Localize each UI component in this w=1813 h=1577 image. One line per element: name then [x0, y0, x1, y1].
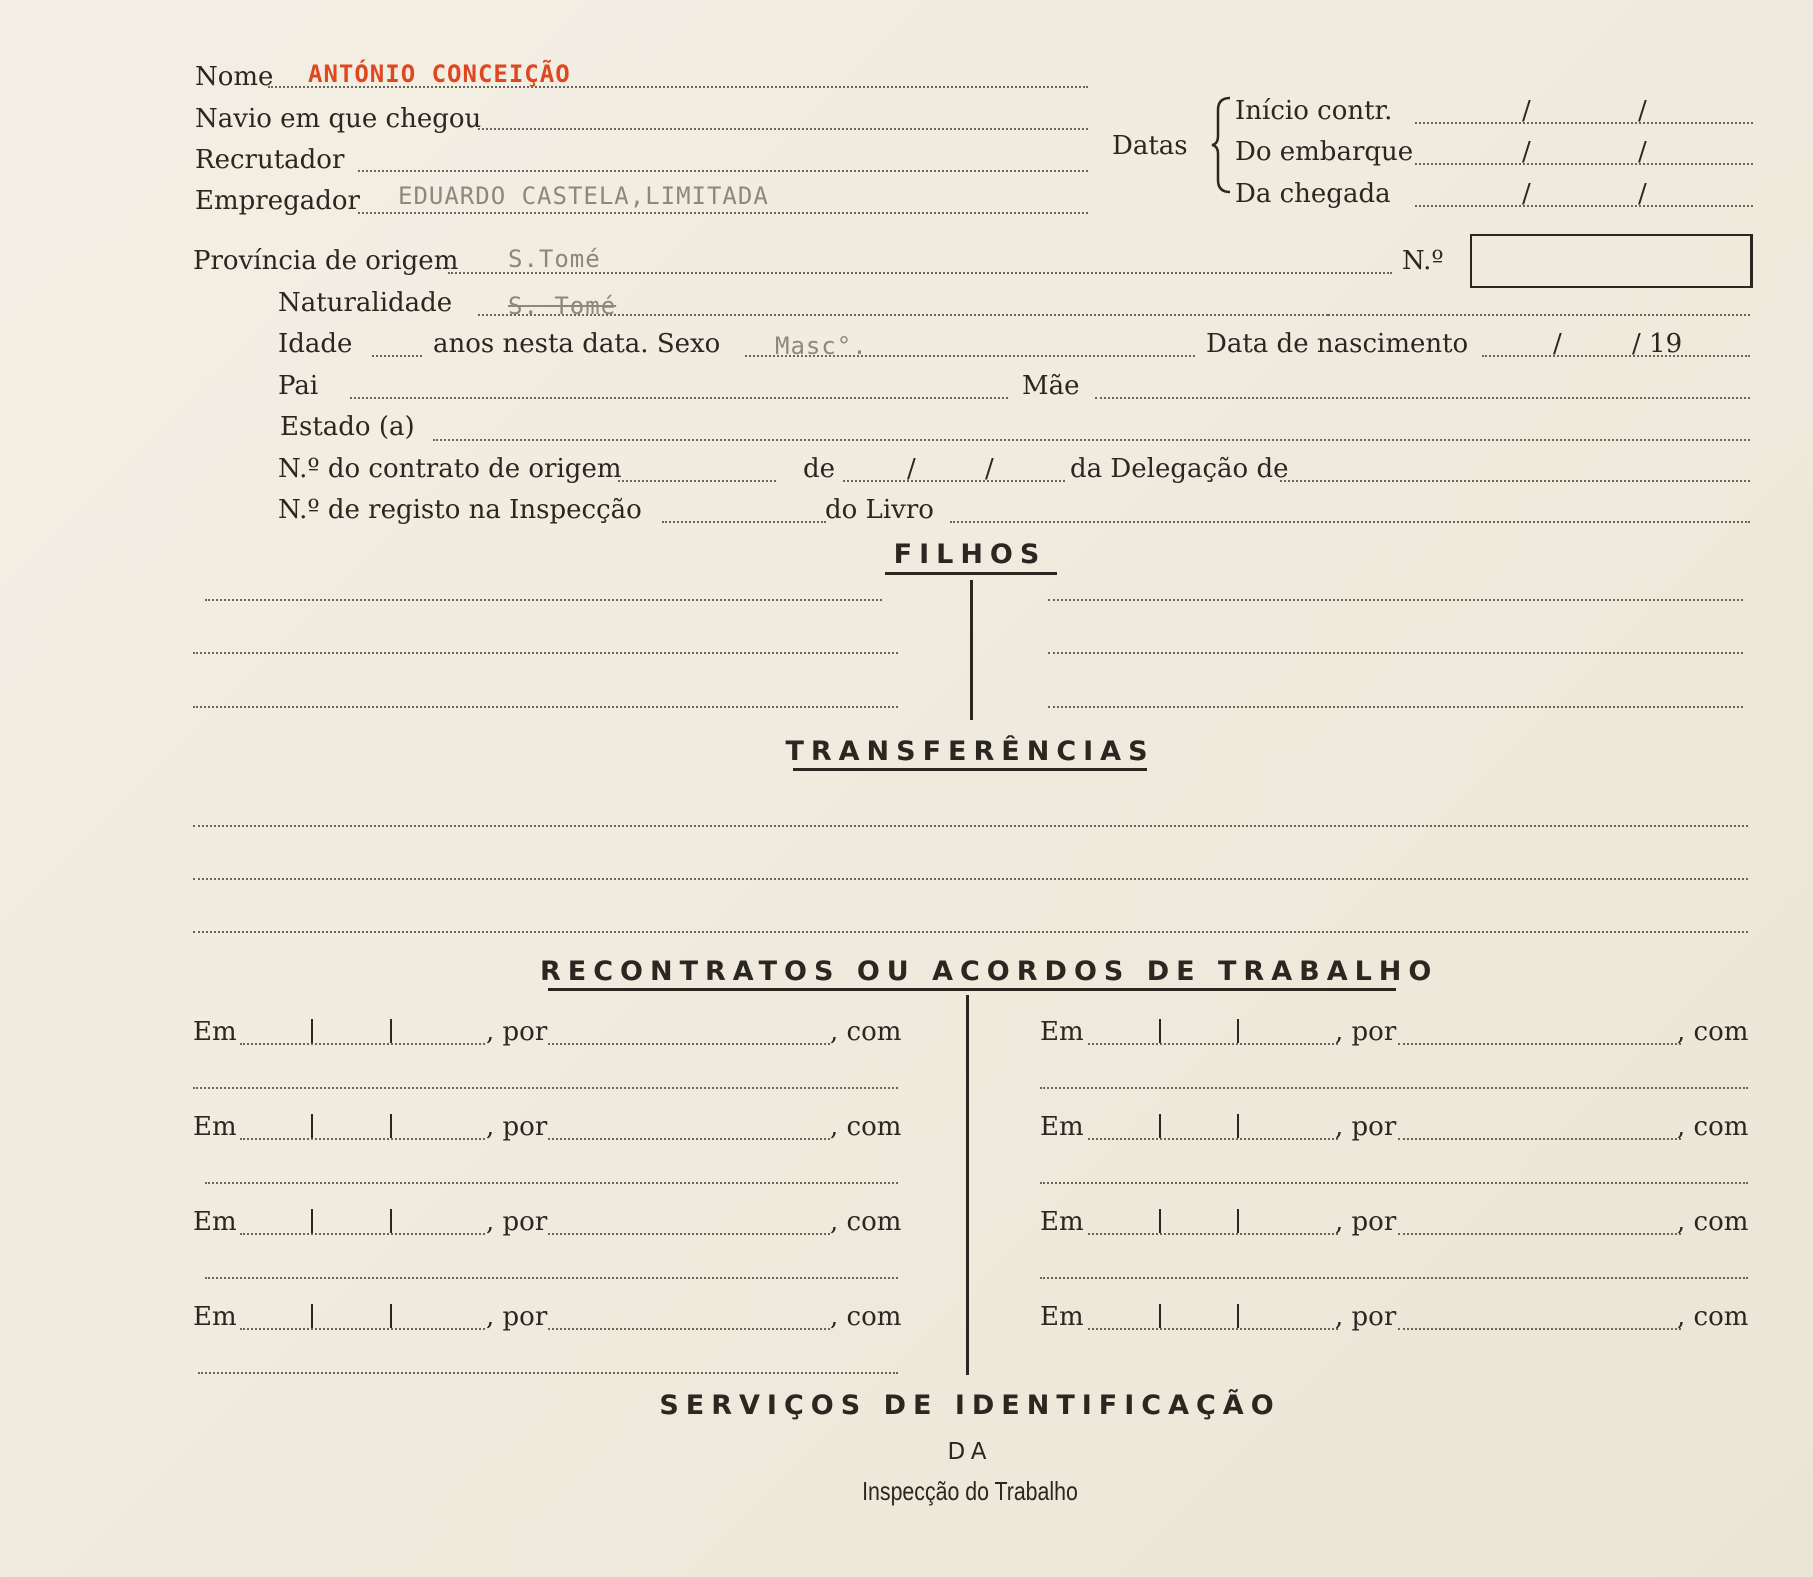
nascimento-slash: / [1553, 329, 1562, 359]
com-label: , com [1677, 1302, 1749, 1332]
date-separator [1237, 1304, 1239, 1328]
em-date-field[interactable] [240, 1233, 485, 1235]
footer-inspeccao: Inspecção do Trabalho [862, 1476, 1078, 1506]
livro-label: do Livro [825, 495, 934, 525]
date-separator [1159, 1114, 1161, 1138]
nome-label: Nome [195, 62, 274, 92]
navio-label: Navio em que chegou [195, 104, 482, 134]
recontratos-heading: RECONTRATOS OU ACORDOS DE TRABALHO [540, 956, 1439, 987]
transferencias-line-2[interactable] [193, 878, 1748, 880]
em-date-field[interactable] [240, 1328, 485, 1330]
empregador-label: Empregador [195, 186, 360, 216]
date-separator [1159, 1019, 1161, 1043]
navio-field[interactable] [478, 128, 1088, 130]
date-separator [311, 1304, 313, 1328]
contrato-label: N.º do contrato de origem [278, 454, 622, 484]
com-label: , com [830, 1112, 902, 1142]
mae-field[interactable] [1095, 397, 1750, 399]
em-label: Em [193, 1017, 237, 1047]
em-label: Em [193, 1112, 237, 1142]
datas-label: Datas [1112, 131, 1188, 161]
filhos-heading: FILHOS [893, 539, 1047, 570]
nascimento-year: / 19 [1632, 329, 1683, 359]
por-label: , por [486, 1302, 548, 1332]
por-label: , por [486, 1017, 548, 1047]
date-separator [390, 1209, 392, 1233]
embarque-slash-1: / [1522, 137, 1531, 167]
brace-icon [1210, 96, 1234, 194]
contrato-slash-2: / [985, 454, 994, 484]
com-field[interactable] [198, 1372, 898, 1374]
date-separator [390, 1304, 392, 1328]
inicio-slash-2: / [1638, 96, 1647, 126]
contrato-slash-1: / [907, 454, 916, 484]
por-field[interactable] [548, 1138, 830, 1140]
com-label: , com [830, 1302, 902, 1332]
transferencias-line-1[interactable] [193, 825, 1748, 827]
sexo-value: Masc°. [775, 332, 868, 360]
em-date-field[interactable] [1088, 1043, 1338, 1045]
filhos-line-left-3[interactable] [193, 706, 898, 708]
estado-label: Estado (a) [280, 412, 415, 442]
date-separator [1159, 1209, 1161, 1233]
provincia-label: Província de origem [193, 246, 459, 276]
delegacao-field[interactable] [1280, 480, 1750, 482]
empregador-field[interactable] [358, 212, 1088, 214]
com-field[interactable] [205, 1277, 898, 1279]
nascimento-label: Data de nascimento [1206, 329, 1469, 359]
em-label: Em [1040, 1302, 1084, 1332]
por-field[interactable] [1398, 1328, 1681, 1330]
registo-field[interactable] [662, 521, 826, 523]
contrato-de-label: de [803, 454, 836, 484]
numero-box[interactable] [1470, 234, 1753, 288]
delegacao-label: da Delegação de [1070, 454, 1289, 484]
em-date-field[interactable] [1088, 1138, 1338, 1140]
com-label: , com [1677, 1112, 1749, 1142]
chegada-slash-1: / [1522, 179, 1531, 209]
date-separator [311, 1114, 313, 1138]
com-label: , com [830, 1017, 902, 1047]
chegada-field[interactable] [1415, 205, 1753, 207]
date-separator [390, 1019, 392, 1043]
em-label: Em [1040, 1112, 1084, 1142]
date-separator [311, 1209, 313, 1233]
por-field[interactable] [548, 1328, 830, 1330]
chegada-slash-2: / [1638, 179, 1647, 209]
estado-field[interactable] [433, 439, 1750, 441]
idade-label: Idade [278, 329, 353, 359]
em-date-field[interactable] [1088, 1328, 1338, 1330]
em-date-field[interactable] [1088, 1233, 1338, 1235]
numero-label: N.º [1402, 246, 1444, 276]
recrutador-label: Recrutador [195, 145, 345, 175]
com-field[interactable] [1040, 1277, 1748, 1279]
por-field[interactable] [1398, 1043, 1681, 1045]
pai-field[interactable] [350, 397, 1008, 399]
transferencias-line-3[interactable] [193, 931, 1748, 933]
filhos-line-right-3[interactable] [1048, 706, 1743, 708]
por-field[interactable] [548, 1233, 830, 1235]
embarque-field[interactable] [1415, 163, 1753, 165]
mae-label: Mãe [1022, 371, 1080, 401]
provincia-value: S.Tomé [508, 245, 601, 273]
contrato-date-field[interactable] [843, 480, 1065, 482]
com-label: , com [1677, 1017, 1749, 1047]
com-label: , com [1677, 1207, 1749, 1237]
por-field[interactable] [1398, 1138, 1681, 1140]
chegada-label: Da chegada [1235, 179, 1391, 209]
com-field[interactable] [1040, 1182, 1748, 1184]
nome-value: ANTÓNIO CONCEIÇÃO [308, 60, 571, 88]
por-field[interactable] [548, 1043, 830, 1045]
livro-field[interactable] [950, 521, 1750, 523]
date-separator [1237, 1019, 1239, 1043]
filhos-line-left-1[interactable] [205, 599, 882, 601]
em-label: Em [193, 1302, 237, 1332]
por-field[interactable] [1398, 1233, 1681, 1235]
empregador-value: EDUARDO CASTELA,LIMITADA [398, 182, 769, 210]
transferencias-heading: TRANSFERÊNCIAS [785, 736, 1155, 767]
em-date-field[interactable] [240, 1043, 485, 1045]
em-label: Em [1040, 1207, 1084, 1237]
date-separator [311, 1019, 313, 1043]
date-separator [1237, 1114, 1239, 1138]
date-separator [1159, 1304, 1161, 1328]
por-label: , por [1335, 1017, 1397, 1047]
footer-servicos: SERVIÇOS DE IDENTIFICAÇÃO [659, 1390, 1281, 1421]
por-label: , por [1335, 1302, 1397, 1332]
filhos-line-left-2[interactable] [193, 652, 898, 654]
inicio-contr-label: Início contr. [1235, 96, 1393, 126]
naturalidade-label: Naturalidade [278, 288, 453, 318]
idade-field[interactable] [372, 355, 422, 357]
por-label: , por [486, 1112, 548, 1142]
naturalidade-field-ext[interactable] [1328, 314, 1750, 316]
por-label: , por [1335, 1112, 1397, 1142]
com-label: , com [830, 1207, 902, 1237]
com-field[interactable] [205, 1182, 898, 1184]
footer-da: DA [947, 1439, 993, 1465]
em-date-field[interactable] [240, 1138, 485, 1140]
contrato-field[interactable] [618, 480, 776, 482]
recrutador-field[interactable] [358, 170, 1088, 172]
recontratos-divider [966, 995, 969, 1375]
filhos-line-right-1[interactable] [1048, 599, 1743, 601]
naturalidade-value: S. Tomé [508, 292, 617, 320]
com-field[interactable] [1040, 1087, 1748, 1089]
com-field[interactable] [193, 1087, 898, 1089]
pai-label: Pai [278, 371, 319, 401]
embarque-slash-2: / [1638, 137, 1647, 167]
registo-label: N.º de registo na Inspecção [278, 495, 642, 525]
date-separator [1237, 1209, 1239, 1233]
transferencias-underline [793, 768, 1147, 771]
em-label: Em [193, 1207, 237, 1237]
por-label: , por [1335, 1207, 1397, 1237]
filhos-underline [885, 572, 1057, 575]
date-separator [390, 1114, 392, 1138]
por-label: , por [486, 1207, 548, 1237]
embarque-label: Do embarque [1235, 137, 1414, 167]
filhos-divider [970, 580, 973, 720]
em-label: Em [1040, 1017, 1084, 1047]
nascimento-field[interactable] [1482, 355, 1750, 357]
recontratos-underline [548, 988, 1396, 991]
anos-sexo-label: anos nesta data. Sexo [433, 329, 721, 359]
inicio-slash-1: / [1522, 96, 1531, 126]
filhos-line-right-2[interactable] [1048, 652, 1743, 654]
inicio-contr-field[interactable] [1415, 122, 1753, 124]
